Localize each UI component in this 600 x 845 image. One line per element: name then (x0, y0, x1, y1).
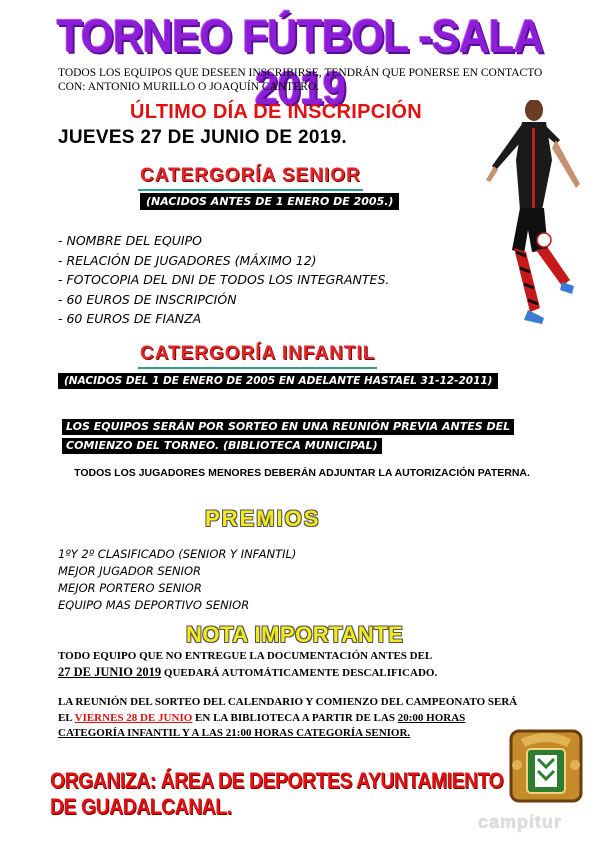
infantil-category-title: CATERGORÍA INFANTIL (138, 343, 377, 369)
deadline-date: JUEVES 27 DE JUNIO DE 2019. (58, 127, 348, 148)
prizes-title: PREMIOS (205, 506, 321, 531)
important-note-title: NOTA IMPORTANTE (186, 622, 404, 647)
meeting-date: VIERNES 28 DE JUNIO (74, 711, 193, 724)
requirements-list (58, 231, 389, 329)
meeting-times: 20:00 HORAS CATEGORÍA INFANTIL Y A LAS 21:00 HORAS CATEGORÍA SENIOR. (58, 711, 466, 739)
watermark: campitur (478, 812, 563, 832)
deadline-label: ÚLTIMO DÍA DE INSCRIPCIÓN (130, 101, 422, 123)
note-text-before: TODO EQUIPO QUE NO ENTREGUE LA DOCUMENTACIÓN ANTES DEL (58, 650, 433, 662)
list-item: 1ºY 2º CLASIFICADO (SENIOR Y INFANTIL) (58, 547, 297, 561)
draw-notice (62, 417, 540, 455)
meeting-text-part1: LA REUNIÓN DEL SORTEO DEL CALENDARIO Y COMIENZO DEL CAMPEONATO SERÁ EL (58, 696, 518, 724)
list-item: - FOTOCOPIA DEL DNI DE TODOS LOS INTEGRANTES. (58, 272, 390, 287)
contact-intro: TODOS LOS EQUIPOS QUE DESEEN INSCRIBIRSE, TENDRÁN QUE PONERSE EN CONTACTO CON: ANTONIO MURILLO O JOAQUÍN CANTERO. (58, 67, 543, 93)
list-item: EQUIPO MAS DEPORTIVO SENIOR (58, 598, 250, 612)
list-item: - 60 EUROS DE FIANZA (58, 311, 202, 326)
infantil-category-subtitle: (NACIDOS DEL 1 DE ENERO DE 2005 EN ADELANTE HASTAEL 31-12-2011) (58, 373, 498, 389)
draw-notice-line: COMIENZO DEL TORNEO. (BIBLIOTECA MUNICIPAL) (62, 438, 382, 454)
senior-category-subtitle: (NACIDOS ANTES DE 1 ENERO DE 2005.) (140, 193, 399, 210)
list-item: MEJOR JUGADOR SENIOR (58, 564, 202, 578)
list-item: - NOMBRE DEL EQUIPO (58, 233, 203, 248)
senior-category-title: CATERGORÍA SENIOR (138, 165, 363, 191)
important-note-text (58, 648, 518, 681)
note-deadline-date: 27 DE JUNIO 2019 (58, 665, 162, 679)
minors-authorization-notice: TODOS LOS JUGADORES MENORES DEBERÁN ADJUNTAR LA AUTORIZACIÓN PATERNA. (74, 467, 530, 479)
football-player-image (482, 100, 592, 340)
organizer-line: ORGANIZA: ÁREA DE DEPORTES AYUNTAMIENTO DE GUADALCANAL. (50, 768, 504, 819)
note-text-after: QUEDARÁ AUTOMÁTICAMENTE DESCALIFICADO. (161, 667, 438, 679)
list-item: - 60 EUROS DE INSCRIPCIÓN (58, 291, 237, 307)
list-item: - RELACIÓN DE JUGADORES (MÁXIMO 12) (58, 252, 317, 268)
meeting-info (58, 695, 518, 742)
draw-notice-line: LOS EQUIPOS SERÁN POR SORTEO EN UNA REUNIÓN PREVIA ANTES DEL (62, 419, 514, 435)
list-item: MEJOR PORTERO SENIOR (58, 581, 202, 595)
town-crest-logo (507, 725, 585, 805)
meeting-text-part2: EN LA BIBLIOTECA A PARTIR DE LAS (192, 711, 398, 724)
prizes-list (58, 546, 296, 614)
poster-title: TORNEO FÚTBOL -SALA 2019 (56, 10, 544, 114)
